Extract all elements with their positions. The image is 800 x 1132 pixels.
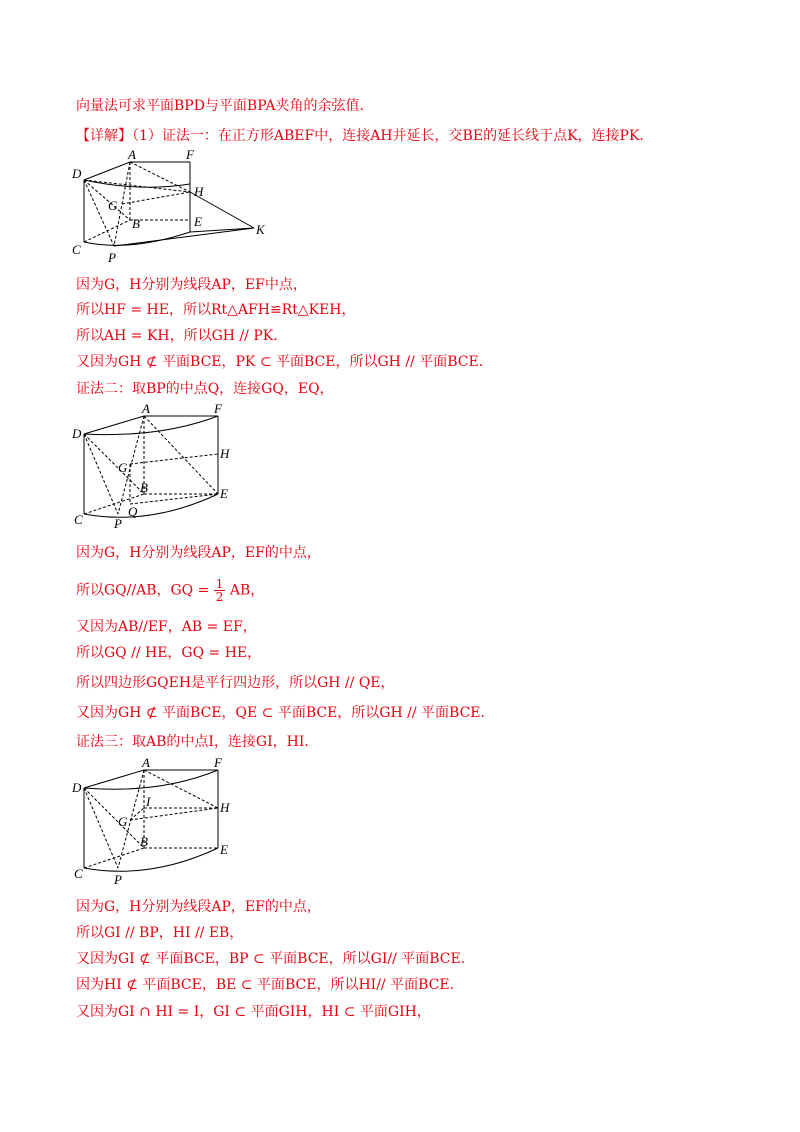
text-line-1: 向量法可求平面BPD与平面BPA夹角的余弦值. xyxy=(76,98,364,114)
fig3-label-B: B xyxy=(140,834,148,849)
text-line-2: 【详解】（1）证法一：在正方形ABEF中，连接AH并延长，交BE的延长线于点K，连接PK． xyxy=(76,128,654,144)
figure-3 xyxy=(70,756,240,890)
text-line-9-part-b: AB， xyxy=(229,582,265,599)
text-line-19: 又因为GI ∩ HI = I，GI ⊂ 平面GIH，HI ⊂ 平面GIH， xyxy=(76,1004,431,1020)
fig1-label-K: K xyxy=(256,222,265,237)
fig1-label-H: H xyxy=(194,184,204,199)
fig2-label-E: E xyxy=(220,486,228,501)
text-line-10: 又因为AB//EF，AB = EF， xyxy=(76,619,257,635)
fig3-label-D: D xyxy=(72,780,82,795)
fig2-label-Q: Q xyxy=(128,504,138,519)
text-line-6: 又因为GH ⊄ 平面BCE，PK ⊂ 平面BCE，所以GH // 平面BCE． xyxy=(76,354,493,370)
fig1-label-B: B xyxy=(132,216,140,231)
figure-1-svg xyxy=(70,148,290,270)
fig1-label-C: C xyxy=(72,242,81,257)
fig3-label-C: C xyxy=(74,866,83,881)
fig2-label-F: F xyxy=(214,402,222,416)
text-line-11: 所以GQ // HE，GQ = HE， xyxy=(76,645,262,661)
fraction-denominator: 2 xyxy=(215,590,224,604)
fig2-label-G: G xyxy=(118,460,128,475)
text-line-5: 所以AH = KH，所以GH // PK． xyxy=(76,328,288,344)
text-line-9-part-a: 所以GQ//AB，GQ = xyxy=(76,582,210,599)
text-line-14: 证法三：取AB的中点I，连接GI，HI． xyxy=(76,734,319,750)
fig1-label-P: P xyxy=(108,250,116,265)
fig3-label-I: I xyxy=(146,794,151,809)
fig3-label-A: A xyxy=(142,756,150,770)
fig2-label-P: P xyxy=(114,516,122,531)
fraction-numerator: 1 xyxy=(215,577,224,591)
text-line-8: 因为G，H分别为线段AP，EF的中点， xyxy=(76,545,321,561)
figure-1 xyxy=(70,148,290,274)
fig1-label-D: D xyxy=(72,166,82,181)
text-line-16: 所以GI // BP，HI // EB， xyxy=(76,925,244,941)
text-line-4: 所以HF = HE，所以Rt△AFH≌Rt△KEH， xyxy=(76,302,356,318)
text-line-7: 证法二：取BP的中点Q，连接GQ，EQ， xyxy=(76,381,334,397)
figure-2 xyxy=(70,402,240,536)
text-line-12: 所以四边形GQEH是平行四边形，所以GH // QE， xyxy=(76,675,395,691)
text-line-3: 因为G，H分别为线段AP，EF中点， xyxy=(76,277,307,293)
fig2-label-B: B xyxy=(140,480,148,495)
fig3-label-H: H xyxy=(220,800,230,815)
fig2-label-D: D xyxy=(72,426,82,441)
text-line-15: 因为G，H分别为线段AP，EF的中点， xyxy=(76,899,321,915)
text-line-9 xyxy=(76,578,264,603)
fig1-label-A: A xyxy=(128,148,136,162)
fig1-arc-DF xyxy=(84,180,190,187)
figure-2-svg xyxy=(70,402,240,532)
fraction-one-half xyxy=(214,578,226,603)
fig3-label-F: F xyxy=(214,756,222,770)
text-line-18: 因为HI ⊄ 平面BCE，BE ⊂ 平面BCE，所以HI// 平面BCE． xyxy=(76,977,464,993)
fig2-label-C: C xyxy=(74,512,83,527)
fig2-label-A: A xyxy=(142,402,150,416)
text-line-17: 又因为GI ⊄ 平面BCE，BP ⊂ 平面BCE，所以GI// 平面BCE． xyxy=(76,951,475,967)
text-line-13: 又因为GH ⊄ 平面BCE，QE ⊂ 平面BCE，所以GH // 平面BCE． xyxy=(76,705,495,721)
figure-3-svg xyxy=(70,756,240,886)
fig1-label-G: G xyxy=(108,198,118,213)
fig3-label-P: P xyxy=(114,872,122,886)
fig3-label-E: E xyxy=(220,842,228,857)
fig1-label-F: F xyxy=(186,148,194,162)
fig1-label-E: E xyxy=(194,214,202,229)
fig2-label-H: H xyxy=(220,446,230,461)
fig3-label-G: G xyxy=(118,814,128,829)
